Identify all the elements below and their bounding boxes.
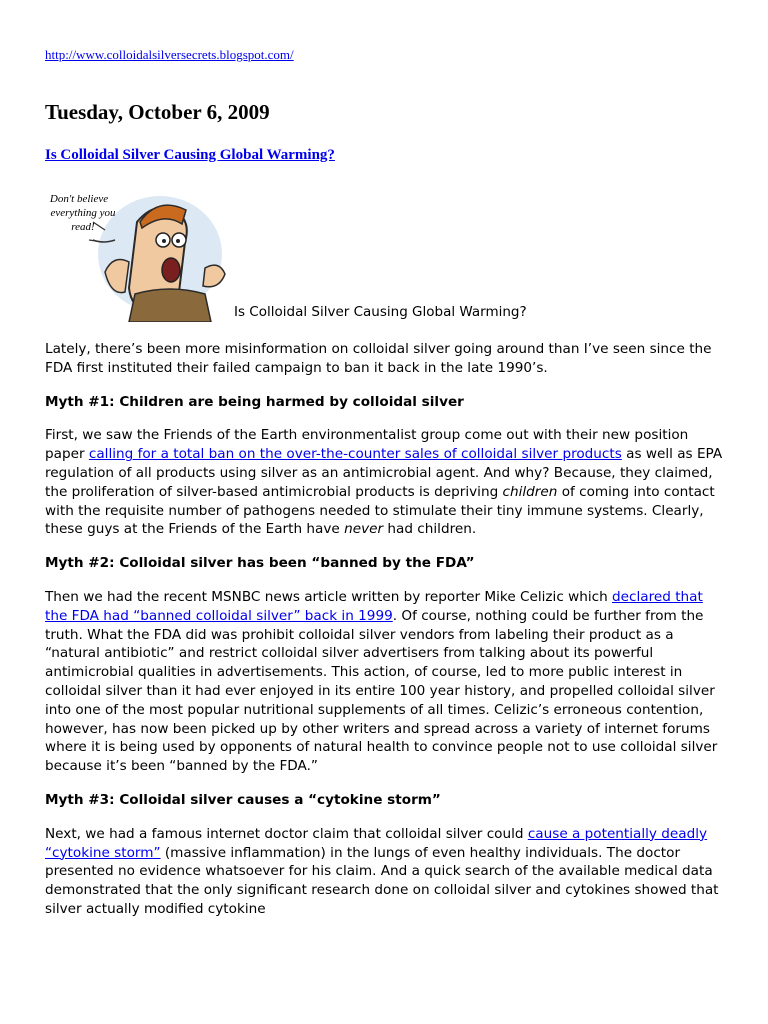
myth1-text-a: First, we saw the Friends of the Earth environmentalist group come out with their new position paper (45, 427, 689, 463)
myth2-heading: Myth #2: Colloidal silver has been “banned by the FDA” (45, 555, 475, 572)
post-date: Tuesday, October 6, 2009 (45, 100, 270, 124)
myth3-paragraph (45, 825, 727, 919)
myth1-text-d: had children. (383, 521, 477, 538)
myth1-text-c: of coming into contact with the requisite number of pathogens needed to stimulate their tiny immune systems. Clearly, these guys at the Friends of the Earth have (45, 483, 715, 538)
inline-post-title: Is Colloidal Silver Causing Global Warming? (234, 304, 527, 320)
myth1-heading: Myth #1: Children are being harmed by colloidal silver (45, 393, 464, 410)
post-title-link[interactable]: Is Colloidal Silver Causing Global Warming? (45, 147, 335, 163)
myth1-emphasis-children: children (502, 483, 558, 500)
source-url-link[interactable]: http://www.colloidalsilversecrets.blogspot.com/ (45, 47, 294, 62)
myth2-link[interactable]: declared that the FDA had “banned colloidal silver” back in 1999 (45, 588, 703, 624)
intro-paragraph: Lately, there’s been more misinformation on colloidal silver going around than I’ve seen since the FDA first instituted their failed campaign to ban it back in the late 1990’s. (45, 341, 712, 376)
myth3-text-a: Next, we had a famous internet doctor claim that colloidal silver could (45, 825, 528, 842)
myth2-paragraph (45, 588, 727, 776)
myth1-text-b: as well as EPA regulation of all products using silver as an antimicrobial agent. And why? Because, they claimed, the proliferation of silver-based antimicrobial products is depriving (45, 446, 723, 500)
bubble-line-1: Don't believe (49, 193, 109, 205)
article-body (45, 340, 727, 934)
bubble-line-3: read! (71, 221, 95, 233)
myth1-link[interactable]: calling for a total ban on the over-the-counter sales of colloidal silver products (88, 446, 622, 463)
bubble-line-2: everything you (50, 207, 116, 219)
shocked-man-cartoon-image (45, 182, 235, 322)
myth1-emphasis-never: never (344, 521, 384, 538)
myth3-text-b: (massive inflammation) in the lungs of even healthy individuals. The doctor presented no evidence whatsoever for his claim. And a quick search of the available medical data demonstrated that the only significant research done on colloidal silver and cytokines showed that silver actually modified cytokine (45, 844, 719, 917)
myth3-heading: Myth #3: Colloidal silver causes a “cytokine storm” (45, 791, 441, 808)
myth2-text-a: Then we had the recent MSNBC news article written by reporter Mike Celizic which (45, 588, 613, 605)
myth1-paragraph (45, 426, 727, 539)
myth3-link[interactable]: cause a potentially deadly “cytokine storm” (45, 825, 708, 861)
myth2-text-b: . Of course, nothing could be further from the truth. What the FDA did was prohibit colloidal silver vendors from labeling their product as a “natural antibiotic” and restrict colloidal silver advertisers from talking about its powerful antimicrobial qualities in advertisements. This action, of course, led to more public interest in colloidal silver than it had ever enjoyed in its entire 100 year history, and propelled colloidal silver into one of the most popular nutritional supplements of all times. Celizic’s erroneous contention, however, has now been picked up by other writers and spread across a variety of internet forums where it is being used by opponents of natural health to convince people not to use colloidal silver because it’s been “banned by the FDA.” (45, 607, 718, 775)
